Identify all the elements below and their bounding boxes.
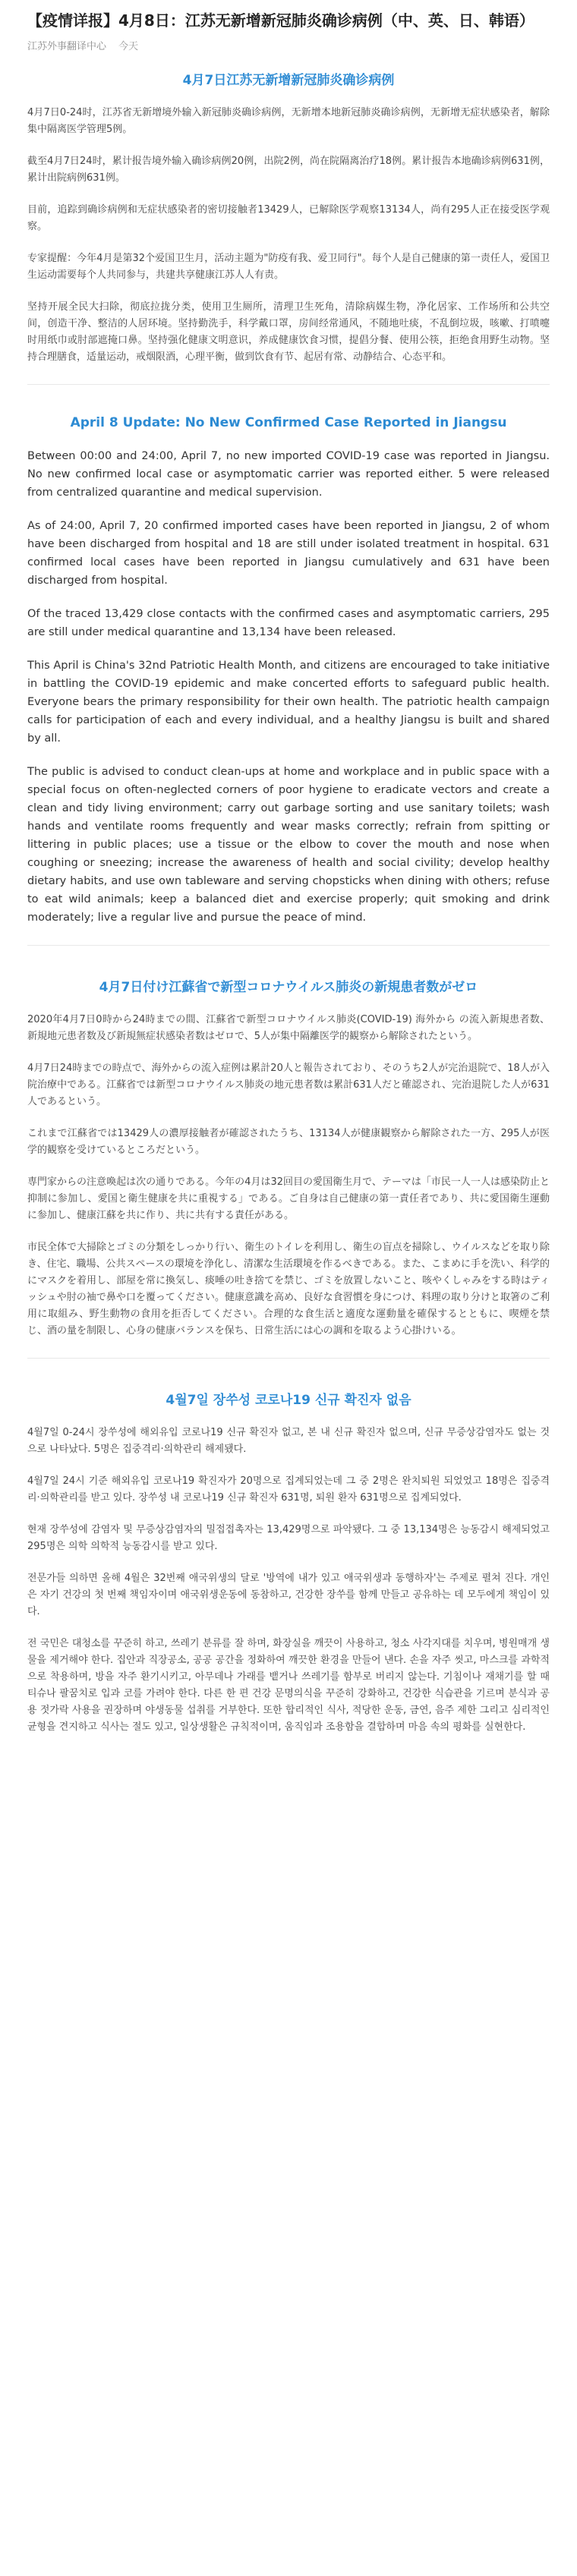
section-ko: [27, 1389, 550, 1736]
paragraph: 目前，追踪到确诊病例和无症状感染者的密切接触者13429人，已解除医学观察13134人，尚有295人正在接受医学观察。: [27, 204, 550, 232]
article-meta: [27, 38, 550, 52]
paragraph: これまで江蘇省では13429人の濃厚接触者が確認されたうち、13134人が健康観察から解除された一方、295人が医学的観察を受けているところだという。: [27, 1128, 550, 1156]
paragraph: 坚持开展全民大扫除，彻底拉拢分类，使用卫生厕所，清理卫生死角，清除病媒生物，净化居家、工作场所和公共空间，创造干净、整洁的人居环境。坚持勤洗手，科学戴口罩，房间经常通风，不随地吐痰，不乱倒垃圾，咳嗽、打喷嚏时用纸巾或肘部遮掩口鼻。坚持强化健康文明意识，养成健康饮食习惯，提倡分餐、使用公筷，拒绝食用野生动物。坚持合理膳食，适量运动，戒烟限酒，心理平衡，做到饮食有节、起居有常、动静结合、心态平和。: [27, 301, 550, 363]
paragraph: 2020年4月7日0時から24時までの間、江蘇省で新型コロナウイルス肺炎(COVID-19) 海外から の流入新規患者数、新規地元患者数及び新規無症状感染者数はゼロで、5人が集中隔離医学的観察から解除されたという。: [27, 1014, 550, 1042]
paragraph: 현재 장쑤성에 감염자 및 무증상감염자의 밀접접촉자는 13,429명으로 파악됐다. 그 중 13,134명은 능동감시 해제되었고 295명은 의학 의학적 능동감시를 받고 있다.: [27, 1524, 550, 1552]
section-zh: [27, 69, 550, 366]
account-name[interactable]: 江苏外事翻译中心: [27, 41, 107, 52]
paragraph: As of 24:00, April 7, 20 confirmed imported cases have been reported in Jiangsu, 2 of whom have been discharged from hospital and 18 are still under isolated treatment in hospital. 631 confirmed local cases have been reported in Jiangsu cumulatively and 631 have been discharged from hospital.: [27, 520, 550, 587]
section-divider: [27, 384, 550, 385]
paragraph: 专家提醒：今年4月是第32个爱国卫生月，活动主题为"防疫有我、爱卫同行"。每个人是自己健康的第一责任人，爱国卫生运动需要每个人共同参与，共建共享健康江苏人人有责。: [27, 253, 550, 281]
article-body: [27, 69, 550, 1736]
paragraph: 専門家からの注意喚起は次の通りである。今年の4月は32回目の愛国衛生月で、テーマは「市民一人一人は感染防止と抑制に参加し、愛国と衛生健康を共に重視する」である。ご自身は自己健康の第一責任者であり、共に愛国衛生運動に参加し、健康江蘇を共に作り、共に共有する責任がある。: [27, 1176, 550, 1221]
section-divider: [27, 1358, 550, 1359]
article-title: 【疫情详报】4月8日：江苏无新增新冠肺炎确诊病例（中、英、日、韩语）: [27, 11, 534, 30]
section-title: 4月7日付け江蘇省で新型コロナウイルス肺炎の新規患者数がゼロ: [99, 980, 478, 995]
paragraph: 4月7日24時までの時点で、海外からの流入症例は累計20人と報告されており、そのうち2人が完治退院で、18人が入院治療中である。江蘇省では新型コロナウイルス肺炎の地元患者数は累計631人だと確認され、完治退院した人が631人であるという。: [27, 1063, 550, 1107]
paragraph: Of the traced 13,429 close contacts with the confirmed cases and asymptomatic carriers, 295 are still under medical quarantine and 13,134 have been released.: [27, 608, 550, 638]
paragraph: 市民全体で大掃除とゴミの分類をしっかり行い、衛生のトイレを利用し、衛生の盲点を掃除し、ウイルスなどを取り除き、住宅、職場、公共スペースの環境を浄化し、清潔な生活環境を作るべきである。また、こまめに手を洗い、科学的にマスクを着用し、部屋を常に換気し、痰唾の吐き捨てを禁じ、ゴミを放置しないこと、咳やくしゃみをする時はティッシュや肘の袖で鼻や口を覆ってください。健康意識を高め、良好な食習慣を身につけ、料理の取り分けと取箸のご利用に取組み、野生動物の食用を拒否してください。合理的な食生活と適度な運動量を確保するとともに、喫煙を禁じ、酒の量を制限し、心身の健康バランスを保ち、日常生活には心の調和を取るよう心掛けいる。: [27, 1242, 550, 1337]
paragraph: 전문가들 의하면 올해 4월은 32번째 애국위생의 달로 '방역에 내가 있고 애국위생과 동행하자'는 주제로 펼쳐 진다. 개인은 자기 건강의 첫 번째 책임자이며 애국위생운동에 동참하고, 건강한 장쑤를 함께 만들고 공유하는 데 모두에게 책임이 있다.: [27, 1573, 550, 1617]
section-title: 4月7日江苏无新增新冠肺炎确诊病例: [182, 73, 395, 88]
section-title: 4월7일 장쑤성 코로나19 신규 확진자 없음: [166, 1393, 411, 1408]
paragraph: 4月7日0-24时，江苏省无新增境外输入新冠肺炎确诊病例，无新增本地新冠肺炎确诊病例，无新增无症状感染者，解除集中隔离医学管理5例。: [27, 107, 550, 135]
paragraph: The public is advised to conduct clean-ups at home and workplace and in public space with a special focus on often-neglected corners of poor hygiene to eradicate vectors and create a clean and tidy living environment; carry out garbage sorting and use sanitary toilets; wash hands and ventilate rooms frequently and wear masks correctly; refrain from spitting or littering in public places; use a tissue or the elbow to cover the mouth and nose when coughing or sneezing; increase the awareness of health and social civility; develop healthy dietary habits, and use own tableware and serving chopsticks when dining with others; refuse to eat wild animals; keep a balanced diet and exercise properly; quit smoking and drink moderately; live a regular live and pursue the peace of mind.: [27, 766, 550, 924]
publish-date: 今天: [118, 41, 139, 52]
section-en: [27, 415, 550, 927]
paragraph: 4월7일 0-24시 장쑤성에 해외유입 코로나19 신규 확진자 없고, 본 내 신규 확진자 없으며, 신규 무증상감염자도 없는 것으로 나타났다. 5명은 집중격리·의학관리 해제됐다.: [27, 1427, 550, 1455]
section-title: April 8 Update: No New Confirmed Case Reported in Jiangsu: [70, 415, 507, 430]
paragraph: 4월7일 24시 기준 해외유입 코로나19 확진자가 20명으로 집계되었는데 그 중 2명은 완치퇴원 되었었고 18명은 집중격리·의학관리를 받고 있다. 장쑤성 내 코로나19 신규 확진자 631명, 퇴원 환자 631명으로 집계되었다.: [27, 1475, 550, 1504]
paragraph: Between 00:00 and 24:00, April 7, no new imported COVID-19 case was reported in Jiangsu. No new confirmed local case or asymptomatic carrier was reported either. 5 were released from centralized quarantine and medical supervision.: [27, 450, 550, 499]
section-ja: [27, 976, 550, 1340]
paragraph: 截至4月7日24时，累计报告境外输入确诊病例20例，出院2例，尚在院隔离治疗18例。累计报告本地确诊病例631例，累计出院病例631例。: [27, 156, 550, 184]
paragraph: This April is China's 32nd Patriotic Health Month, and citizens are encouraged to take initiative in battling the COVID-19 epidemic and make concerted efforts to safeguard public health. Everyone bears the primary responsibility for their own health. The patriotic health campaign calls for participation of each and every individual, and a healthy Jiangsu is built and shared by all.: [27, 660, 550, 745]
section-divider: [27, 945, 550, 946]
paragraph: 전 국민은 대청소를 꾸준히 하고, 쓰레기 분류를 잘 하며, 화장실을 깨끗이 사용하고, 청소 사각지대를 치우며, 병원매개 생물을 제거해야 한다. 집안과 직장공소, 공공 공간을 정화하여 깨끗한 환경을 만들어 낸다. 손을 자주 씻고, 마스크를 과학적으로 착용하며, 방을 자주 환기시키고, 아무데나 가래를 뱉거나 쓰레기를 함부로 버리지 않는다. 기침이나 재채기를 할 때 티슈나 팔꿈치로 입과 코를 가려야 한다. 다른 한 편 건강 문명의식을 꾸준히 강화하고, 건강한 식습관을 기르며 분식과 공용 젓가락 사용을 권장하며 야생동물 섭취를 거부한다. 또한 합리적인 식사, 적당한 운동, 금연, 음주 제한 그리고 심리적인 균형을 견지하고 식사는 절도 있고, 일상생활은 규칙적이며, 움직임과 조용함을 결합하며 마음 속의 평화를 실현한다.: [27, 1638, 550, 1733]
